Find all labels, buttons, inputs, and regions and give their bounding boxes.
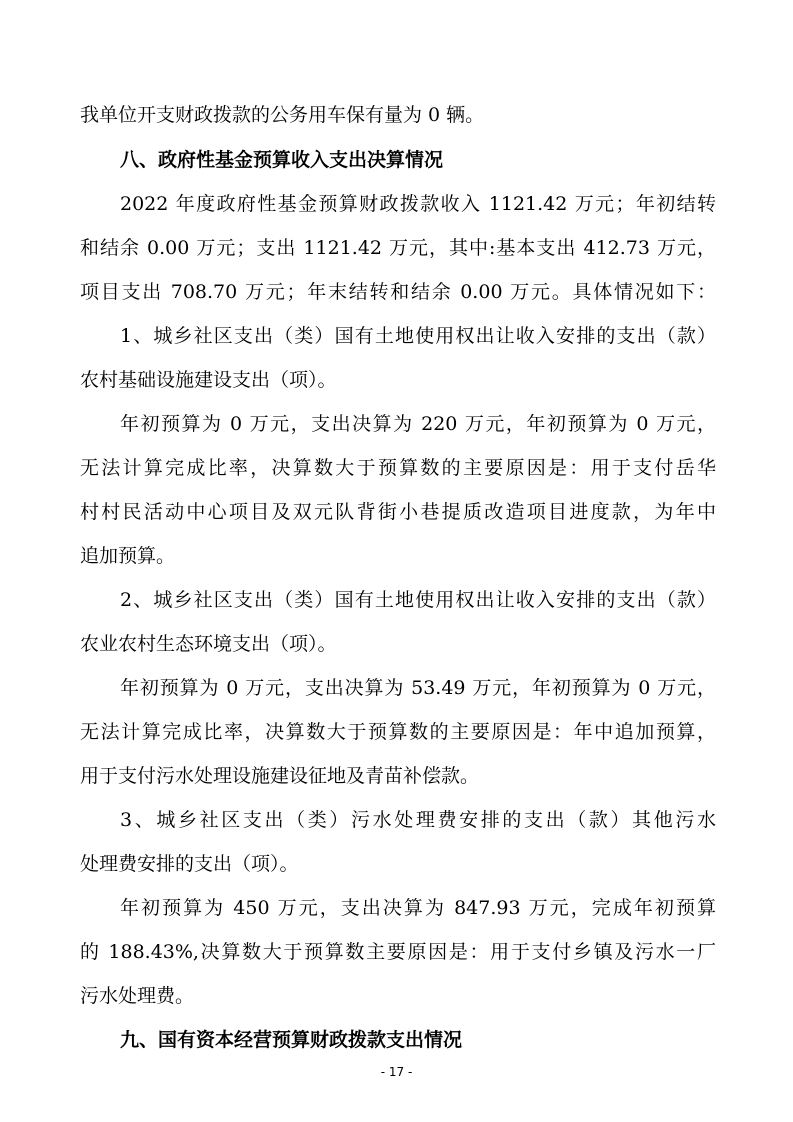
- paragraph-line: 村村民活动中心项目及双元队背街小巷提质改造项目进度款，为年中: [80, 501, 716, 523]
- paragraph-line: 我单位开支财政拨款的公务用车保有量为 0 辆。: [80, 104, 485, 126]
- paragraph-line: 年初预算为 450 万元，支出决算为 847.93 万元，完成年初预算: [120, 897, 716, 919]
- section-heading-8: 八、政府性基金预算收入支出决算情况: [120, 149, 444, 171]
- paragraph-line: 农村基础设施建设支出（项）。: [80, 369, 337, 391]
- paragraph-line: 2、城乡社区支出（类）国有土地使用权出让收入安排的支出（款）: [120, 589, 716, 611]
- paragraph-line: 2022 年度政府性基金预算财政拨款收入 1121.42 万元；年初结转: [120, 193, 716, 215]
- paragraph-line: 用于支付污水处理设施建设征地及青苗补偿款。: [80, 765, 480, 787]
- paragraph-line: 项目支出 708.70 万元；年末结转和结余 0.00 万元。具体情况如下：: [80, 281, 716, 303]
- page-number: - 17 -: [380, 1065, 413, 1079]
- paragraph-line: 处理费安排的支出（项）。: [80, 853, 299, 875]
- paragraph-line: 的 188.43%,决算数大于预算数主要原因是：用于支付乡镇及污水一厂: [80, 941, 716, 963]
- paragraph-line: 3、城乡社区支出（类）污水处理费安排的支出（款）其他污水: [120, 809, 716, 831]
- paragraph-line: 和结余 0.00 万元；支出 1121.42 万元，其中:基本支出 412.73 万元，: [80, 237, 716, 259]
- paragraph-line: 年初预算为 0 万元，支出决算为 220 万元，年初预算为 0 万元，: [120, 413, 716, 435]
- paragraph-line: 农业农村生态环境支出（项）。: [80, 633, 337, 655]
- section-heading-9: 九、国有资本经营预算财政拨款支出情况: [120, 1029, 463, 1051]
- paragraph-line: 无法计算完成比率，决算数大于预算数的主要原因是：年中追加预算，: [80, 721, 716, 743]
- paragraph-line: 1、城乡社区支出（类）国有土地使用权出让收入安排的支出（款）: [120, 325, 716, 347]
- paragraph-line: 无法计算完成比率，决算数大于预算数的主要原因是：用于支付岳华: [80, 457, 716, 479]
- paragraph-line: 污水处理费。: [80, 985, 195, 1007]
- paragraph-line: 追加预算。: [80, 545, 176, 567]
- paragraph-line: 年初预算为 0 万元，支出决算为 53.49 万元，年初预算为 0 万元，: [120, 677, 716, 699]
